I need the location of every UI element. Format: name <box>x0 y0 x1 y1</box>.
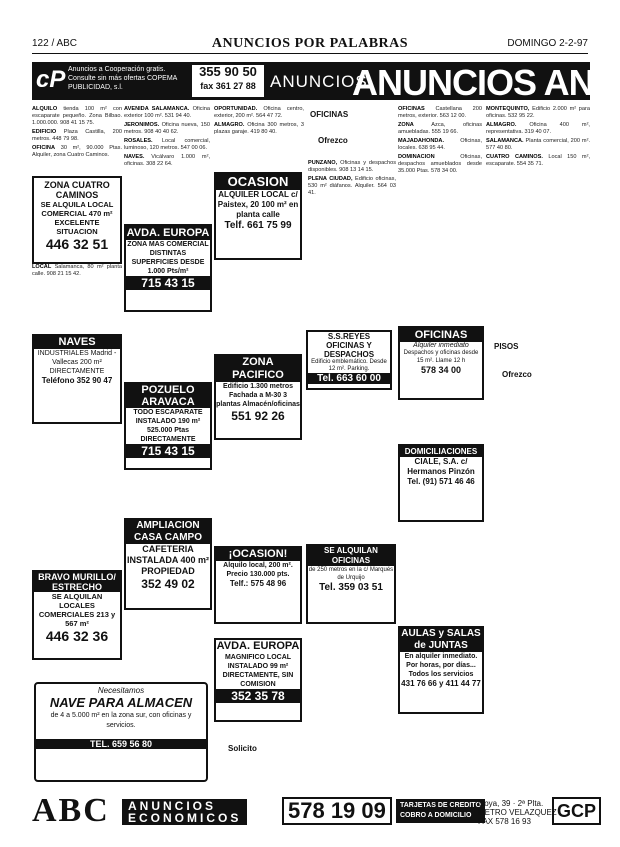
classified-entry: ZONA Azca, oficinas amuebladas. 555 19 66. <box>398 122 482 135</box>
abc-logo: ABC <box>32 792 110 829</box>
classified-entry: MONTEQUINTO, Edificio 2.000 m² para oficinas. 532 95 22. <box>486 106 590 119</box>
page-number: 122 / ABC <box>32 38 78 49</box>
banner-word-big: ANUNCIOS ANU <box>352 62 619 103</box>
page-header <box>32 36 588 54</box>
column-2-text <box>124 106 210 220</box>
ad-zona-cuatro-caminos: ZONA CUATRO CAMINOS SE ALQUILA LOCAL COMERCIAL 470 m² EXCELENTE SITUACION 446 32 51 <box>32 176 122 264</box>
classified-entry: ALMAGRO. Oficina 400 m², representativa. 319 40 07. <box>486 122 590 135</box>
anuncios-economicos: ANUNCIOS ECONOMICOS <box>122 799 247 825</box>
ad-avda-europa: AVDA. EUROPA ZONA MAS COMERCIAL DISTINTAS SUPERFICIES DESDE 1.000 Pts/m² 715 43 15 <box>124 224 212 312</box>
ad-ocasion-2: ¡OCASION! Alquilo local, 200 m². Precio 130.000 pts. Telf.: 575 48 96 <box>214 546 302 624</box>
classified-entry: ROSALES. Local comercial, luminoso, 120 metros. 547 00 06. <box>124 138 210 151</box>
footer-tarjetas: TARJETAS DE CREDITO COBRO A DOMICILIO <box>396 799 485 823</box>
column-3-text <box>214 106 304 168</box>
section-oficinas: OFICINAS <box>310 110 349 119</box>
ad-zona-pacifico: ZONA PACIFICO Edificio 1.300 metros Fachada a M-30 3 plantas Almacén/oficinas 551 92 26 <box>214 354 302 440</box>
classified-entry: SALAMANCA. Planta comercial, 200 m². 577 40 80. <box>486 138 590 151</box>
classified-entry: OPORTUNIDAD. Oficina centro, exterior, 200 m². 564 47 72. <box>214 106 304 119</box>
banner-word-small: ANUNCIOS <box>270 72 368 91</box>
classified-entry: OFICINAS Castellana 200 metros, exterior. 563 12 00. <box>398 106 482 119</box>
ad-bravo-murillo: BRAVO MURILLO/ ESTRECHO SE ALQUILAN LOCALES COMERCIALES 213 y 567 m² 446 32 36 <box>32 570 122 660</box>
classified-entry: OFICINA 30 m², 90.000 Ptas. Alquiler, zona Cuatro Caminos. <box>32 145 122 158</box>
issue-date: DOMINGO 2-2-97 <box>507 38 588 49</box>
ad-ampliacion-casa-campo: AMPLIACION CASA CAMPO CAFETERIA INSTALADA 400 m² PROPIEDAD 352 49 02 <box>124 518 212 610</box>
ad-domiciliaciones: DOMICILIACIONES CIALE, S.A. c/ Hermanos Pinzón Tel. (91) 571 46 46 <box>398 444 484 522</box>
gcp-logo: GCP <box>552 797 601 825</box>
section-title: ANUNCIOS POR PALABRAS <box>211 36 409 51</box>
ad-naves-industriales: NAVES INDUSTRIALES Madrid - Vallecas 200 m² DIRECTAMENTE Teléfono 352 90 47 <box>32 334 122 424</box>
classified-entry: PLENA CIUDAD, Edificio oficinas, 530 m² diáfanos. Alquiler. 564 03 41. <box>308 176 396 196</box>
section-ofrezco: Ofrezco <box>318 136 348 145</box>
ad-avda-europa-2: AVDA. EUROPA MAGNIFICO LOCAL INSTALADO 99 m² DIRECTAMENTE, SIN COMISION 352 35 78 <box>214 638 302 722</box>
column-5-text <box>398 106 482 326</box>
column-1-text-b <box>32 264 122 330</box>
footer-phone: 578 19 09 <box>282 797 392 825</box>
classified-entry: LOCAL Salamanca, 80 m² planta calle. 908 21 15 42. <box>32 264 123 277</box>
column-4-text <box>308 160 396 310</box>
banner-tagline: Anuncios a Cooperación gratis. Consulte sin más ofertas COPEMA PUBLICIDAD, s.l. <box>68 66 177 91</box>
classified-entry: PUNZANO, Oficinas y despachos disponibles. 908 13 14 15. <box>308 160 396 173</box>
ad-aulas-salas: AULAS y SALAS de JUNTAS En alquiler inmediato. Por horas, por días... Todos los servicios 431 76 66 y 411 44 77 <box>398 626 484 714</box>
classified-entry: ALMAGRO. Oficina 300 metros, 3 plazas garaje. 419 80 40. <box>214 122 304 135</box>
footer-banner <box>32 792 597 829</box>
banner-fax: fax 361 27 88 <box>200 81 256 91</box>
section-pisos: PISOS <box>494 342 519 351</box>
classified-entry: DOMINACION Oficinas, despachos amueblados desde 35.000 Ptas. 578 34 00. <box>398 154 482 174</box>
column-6-text <box>486 106 590 206</box>
ad-ocasion-local: OCASION ALQUILER LOCAL c/ Paistex, 20 100 m² en planta calle Telf. 661 75 99 <box>214 172 302 260</box>
classified-entry: NAVES. Vicálvaro 1.000 m², oficinas. 308 22 64. <box>124 154 210 167</box>
ad-nave-almacen: Necesitamos NAVE PARA ALMACEN de 4 a 5.000 m² en la zona sur, con oficinas y servicios. TEL. 659 56 80 <box>34 682 208 782</box>
classified-entry: EDIFICIO Plaza Castilla, 200 metros. 448 79 98. <box>32 129 122 142</box>
classified-entry: CUATRO CAMINOS. Local 150 m², escaparate. 554 35 71. <box>486 154 590 167</box>
footer-address: Goya, 39 · 2ª Plta. METRO VELAZQUEZ FAX 578 16 93 <box>478 799 557 826</box>
ad-ss-reyes: S.S.REYES OFICINAS Y DESPACHOS Edificio emblemático. Desde 12 m². Parking. Tel. 663 60 00 <box>306 330 392 390</box>
banner-phone <box>192 65 264 97</box>
classified-entry: AVENIDA SALAMANCA. Oficina exterior 100 m². 531 94 40. <box>124 106 210 119</box>
classified-entry: MAJADAHONDA. Oficinas, locales. 638 95 44. <box>398 138 482 151</box>
ad-oficinas-alquiler: OFICINAS Alquiler inmediato Despachos y oficinas desde 15 m². Llame 12 h 578 34 00 <box>398 326 484 400</box>
classified-entry: ALQUILO tienda 100 m² con escaparate pequeño. Zona Bilbao. 1.000.000. 908 41 15 75. <box>32 106 122 126</box>
section-solicito: Solicito <box>228 744 257 753</box>
section-ofrezco-pisos: Ofrezco <box>502 370 532 379</box>
banner-phone-main: 355 90 50 <box>199 64 257 79</box>
column-1-text <box>32 106 122 176</box>
ad-pozuelo-aravaca: POZUELO ARAVACA TODO ESCAPARATE INSTALADO 190 m² 525.000 Ptas DIRECTAMENTE 715 43 15 <box>124 382 212 470</box>
copema-logo: cP <box>36 66 66 93</box>
top-banner <box>32 62 619 103</box>
classified-entry: JERONIMOS. Oficina nueva, 150 metros. 908 40 40 62. <box>124 122 210 135</box>
ad-se-alquilan-oficinas: SE ALQUILAN OFICINAS de 250 metros en la c/ Marqués de Urquijo Tel. 359 03 51 <box>306 544 396 624</box>
